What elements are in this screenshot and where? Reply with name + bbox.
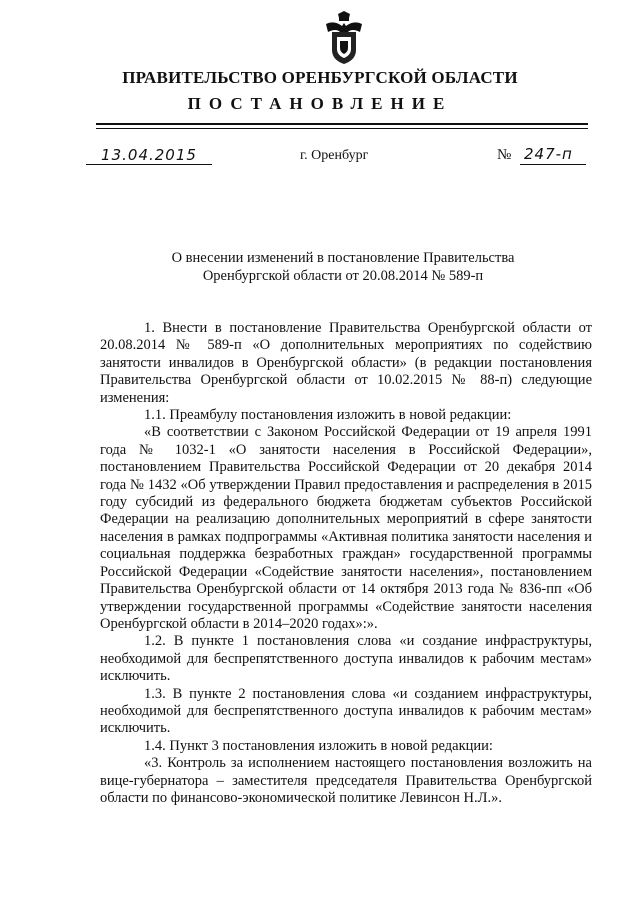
subject-line-2: Оренбургской области от 20.08.2014 № 589-п bbox=[202, 268, 484, 284]
document-body bbox=[100, 320, 592, 807]
document-number: 247-п bbox=[524, 145, 573, 163]
organization-name: ПРАВИТЕЛЬСТВО ОРЕНБУРГСКОЙ ОБЛАСТИ bbox=[122, 68, 518, 87]
number-underline bbox=[520, 164, 586, 165]
paragraph-preamble: «В соответствии с Законом Российской Федерации от 19 апреля 1991 года № 1032-1 «О занятости населения в Российской Федерации», постановлением Правительства Российской Федерации от 20 декабря 2014 года № 1432 «Об утверждении Правил предоставления и распределения в 2015 году субсидий из федерального бюджета бюджетам субъектов Российской Федерации на реализацию дополнительных мероприятий в сфере занятости населения в рамках подпрограммы «Активная политика занятости населения и социальная поддержка безработных граждан» государственной программы Российской Федерации «Содействие занятости населения», постановлением Правительства Оренбургской области от 14 октября 2013 года № 836-пп «Об утверждении государственной программы «Содействие занятости населения Оренбургской области в 2014–2020 годах»:». bbox=[100, 424, 592, 632]
paragraph-1-2: 1.2. В пункте 1 постановления слова «и создание инфраструктуры, необходимой для беспрепятственного доступа инвалидов к рабочим местам» исключить. bbox=[100, 633, 592, 685]
paragraph-1-4: 1.4. Пункт 3 постановления изложить в новой редакции: bbox=[144, 737, 493, 754]
paragraph-item-3: «3. Контроль за исполнением настоящего постановления возложить на вице-губернатора – заместителя председателя Правительства Оренбургской области по финансово-экономической политике Левинсон Н.Л.». bbox=[100, 755, 592, 806]
paragraph-1: 1. Внести в постановление Правительства Оренбургской области от 20.08.2014 № 589-п «О дополнительных мероприятиях по содействию занятости инвалидов в Оренбургской области» (в редакции постановления Правительства Оренбургской области от 10.02.2015 № 88-п) следующие изменения: bbox=[100, 320, 592, 406]
coat-of-arms-icon bbox=[322, 10, 366, 66]
document-type: ПОСТАНОВЛЕНИЕ bbox=[187, 94, 453, 113]
date-underline bbox=[86, 164, 212, 165]
city: г. Оренбург bbox=[300, 148, 369, 163]
document-date: 13.04.2015 bbox=[101, 146, 197, 164]
document-subject bbox=[120, 249, 566, 285]
number-sign: № bbox=[497, 147, 512, 163]
paragraph-1-3: 1.3. В пункте 2 постановления слова «и созданием инфраструктуры, необходимой для беспрепятственного доступа инвалидов к рабочим местам» исключить. bbox=[100, 685, 592, 737]
paragraph-1-1: 1.1. Преамбулу постановления изложить в новой редакции: bbox=[144, 407, 512, 424]
header-divider-thin bbox=[96, 128, 588, 129]
subject-line-1: О внесении изменений в постановление Правительства bbox=[171, 250, 515, 266]
header-divider-thick bbox=[96, 123, 588, 125]
